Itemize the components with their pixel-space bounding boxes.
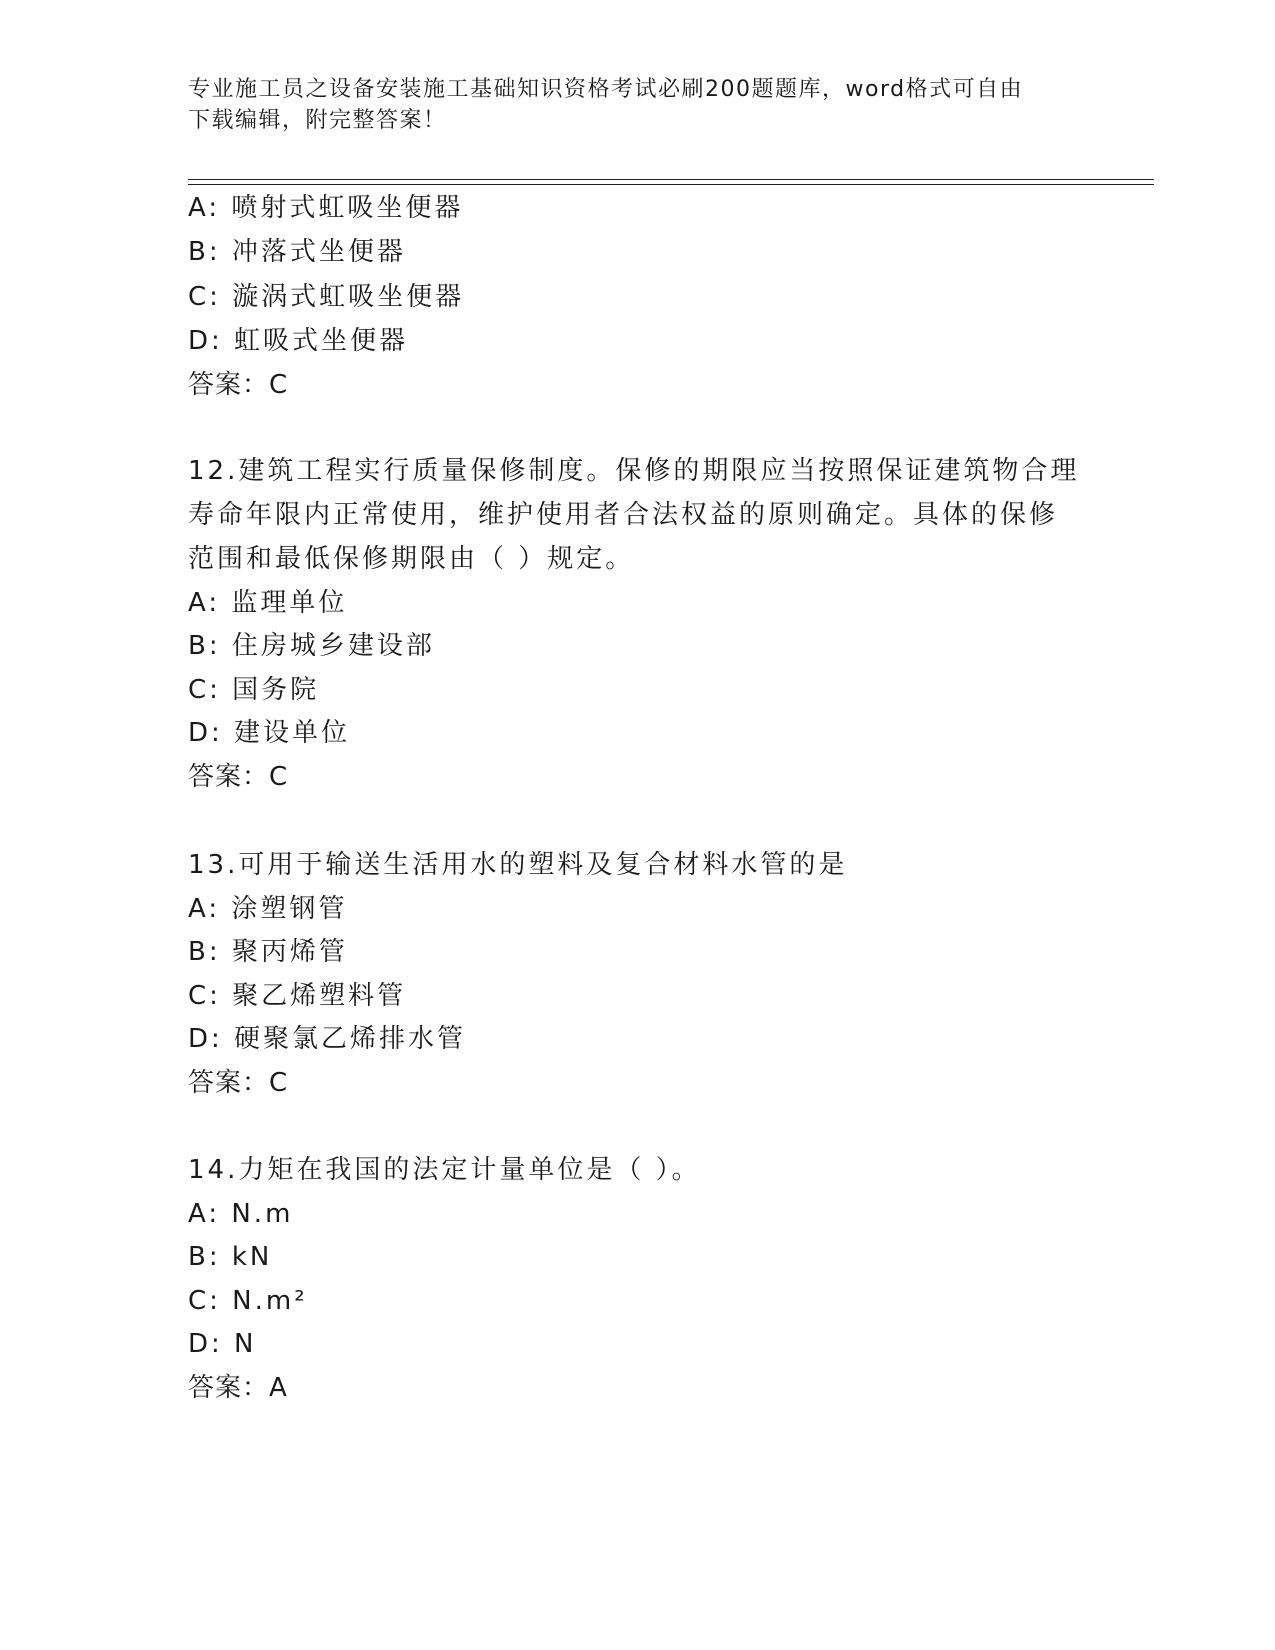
answer: 答案：C <box>188 370 289 400</box>
answer: 答案：C <box>188 762 289 792</box>
option-b: B: 冲落式坐便器 <box>188 237 406 267</box>
answer: 答案：A <box>188 1373 288 1403</box>
document-header <box>188 74 1088 136</box>
option-d: D: 虹吸式坐便器 <box>188 326 409 356</box>
header-line-2: 下载编辑，附完整答案！ <box>188 108 447 133</box>
option-a: A: 喷射式虹吸坐便器 <box>188 193 464 223</box>
option-d: D: 硬聚氯乙烯排水管 <box>188 1024 467 1054</box>
option-a: A: 涂塑钢管 <box>188 894 348 924</box>
question-text-line-3: 范围和最低保修期限由（ ）规定。 <box>188 544 635 574</box>
option-b: B: 住房城乡建设部 <box>188 631 435 661</box>
option-d: D: 建设单位 <box>188 718 351 748</box>
option-a: A: 监理单位 <box>188 588 348 618</box>
option-a: A: N.m <box>188 1199 294 1229</box>
header-divider-bottom <box>188 184 1154 185</box>
header-line-1: 专业施工员之设备安装施工基础知识资格考试必刷200题题库，word格式可自由 <box>188 77 1024 102</box>
header-divider-top <box>188 179 1154 180</box>
question-text-line-1: 12.建筑工程实行质量保修制度。保修的期限应当按照保证建筑物合理 <box>188 456 1080 486</box>
question-text-line-2: 寿命年限内正常使用，维护使用者合法权益的原则确定。具体的保修 <box>188 500 1059 530</box>
answer: 答案：C <box>188 1068 289 1098</box>
option-b: B: kN <box>188 1242 273 1272</box>
question-text-line-1: 14.力矩在我国的法定计量单位是（ ）。 <box>188 1155 701 1185</box>
option-d: D: N <box>188 1329 257 1359</box>
question-text-line-1: 13.可用于输送生活用水的塑料及复合材料水管的是 <box>188 850 848 880</box>
option-c: C: 漩涡式虹吸坐便器 <box>188 282 465 312</box>
option-b: B: 聚丙烯管 <box>188 937 348 967</box>
option-c: C: N.m² <box>188 1286 308 1316</box>
option-c: C: 国务院 <box>188 675 320 705</box>
option-c: C: 聚乙烯塑料管 <box>188 981 407 1011</box>
